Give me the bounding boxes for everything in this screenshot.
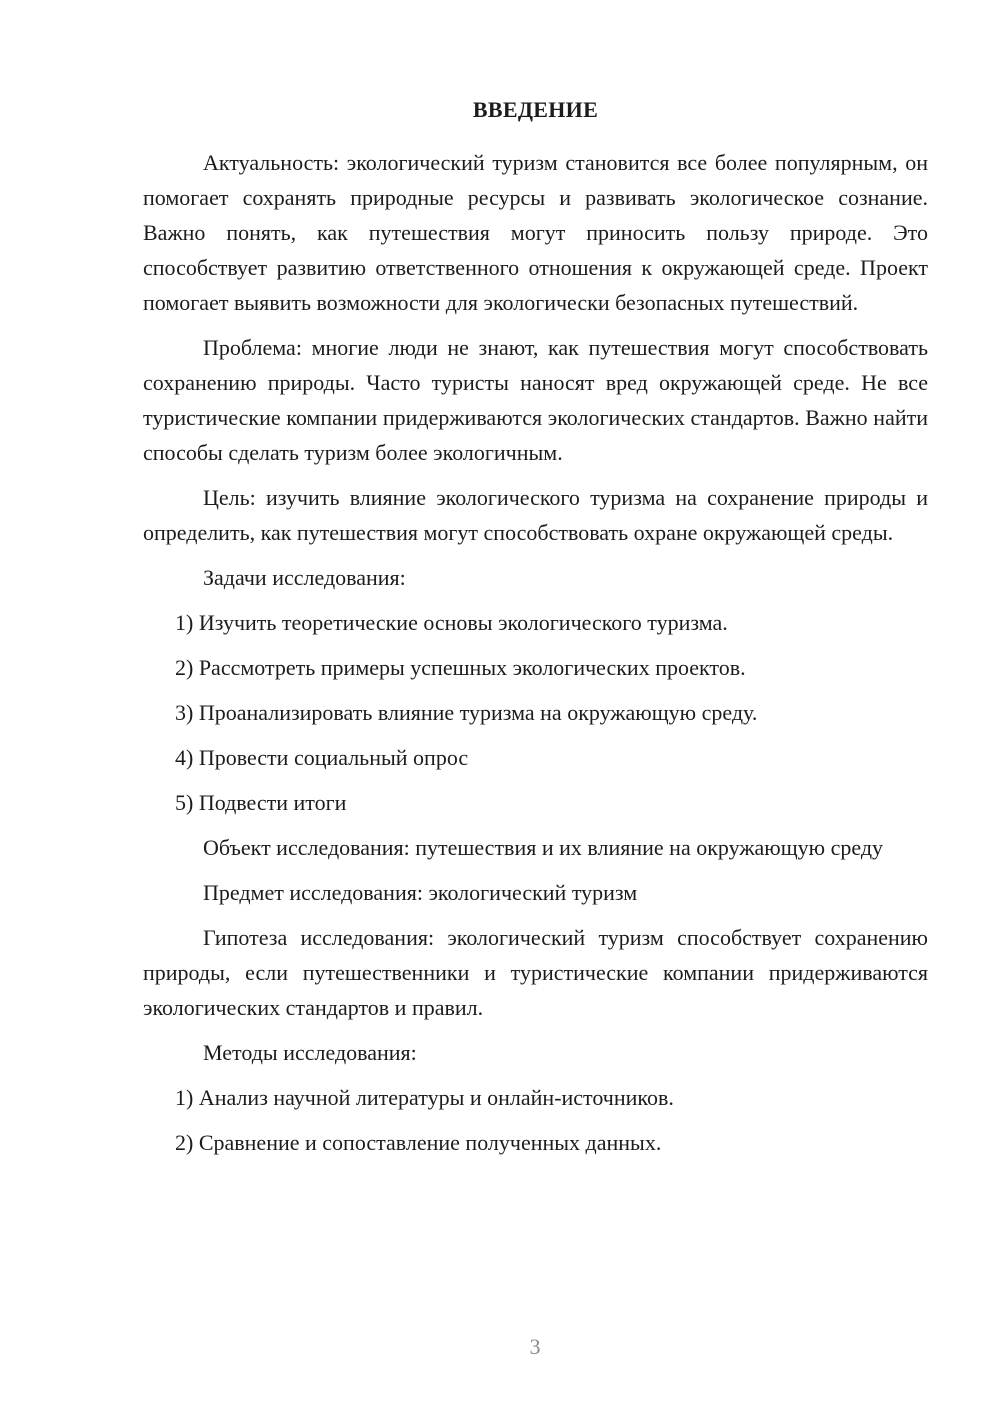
relevance-paragraph: Актуальность: экологический туризм становится все более популярным, он помогает сохранять природные ресурсы и развивать экологическое сознание. Важно понять, как путешествия могут приносить пользу природе. Это способствует развитию ответственного отношения к окружающей среде. Проект помогает выявить возможности для экологически безопасных путешествий.	[143, 150, 928, 315]
list-item: 3) Проанализировать влияние туризма на окружающую среду.	[175, 700, 758, 725]
goal-paragraph: Цель: изучить влияние экологического туризма на сохранение природы и определить, как путешествия могут способствовать охране окружающей среды.	[143, 485, 928, 545]
hypothesis-paragraph: Гипотеза исследования: экологический туризм способствует сохранению природы, если путешественники и туристические компании придерживаются экологических стандартов и правил.	[143, 925, 928, 1020]
subject-paragraph: Предмет исследования: экологический туризм	[203, 880, 638, 905]
list-item: 2) Рассмотреть примеры успешных экологических проектов.	[175, 655, 746, 680]
methods-list	[143, 1080, 928, 1160]
tasks-heading: Задачи исследования:	[203, 565, 406, 590]
list-item: 2) Сравнение и сопоставление полученных данных.	[175, 1130, 662, 1155]
list-item: 1) Анализ научной литературы и онлайн-источников.	[175, 1085, 674, 1110]
object-paragraph: Объект исследования: путешествия и их влияние на окружающую среду	[203, 835, 884, 860]
list-item: 1) Изучить теоретические основы экологического туризма.	[175, 610, 728, 635]
tasks-list	[143, 605, 928, 820]
page-title: ВВЕДЕНИЕ	[472, 97, 599, 122]
list-item: 5) Подвести итоги	[175, 790, 347, 815]
problem-paragraph: Проблема: многие люди не знают, как путешествия могут способствовать сохранению природы. Часто туристы наносят вред окружающей среде. Не все туристические компании придерживаются экологических стандартов. Важно найти способы сделать туризм более экологичным.	[143, 335, 928, 465]
document-page	[143, 95, 928, 1170]
list-item: 4) Провести социальный опрос	[175, 745, 469, 770]
methods-heading: Методы исследования:	[203, 1040, 417, 1065]
page-number: 3	[529, 1334, 541, 1359]
